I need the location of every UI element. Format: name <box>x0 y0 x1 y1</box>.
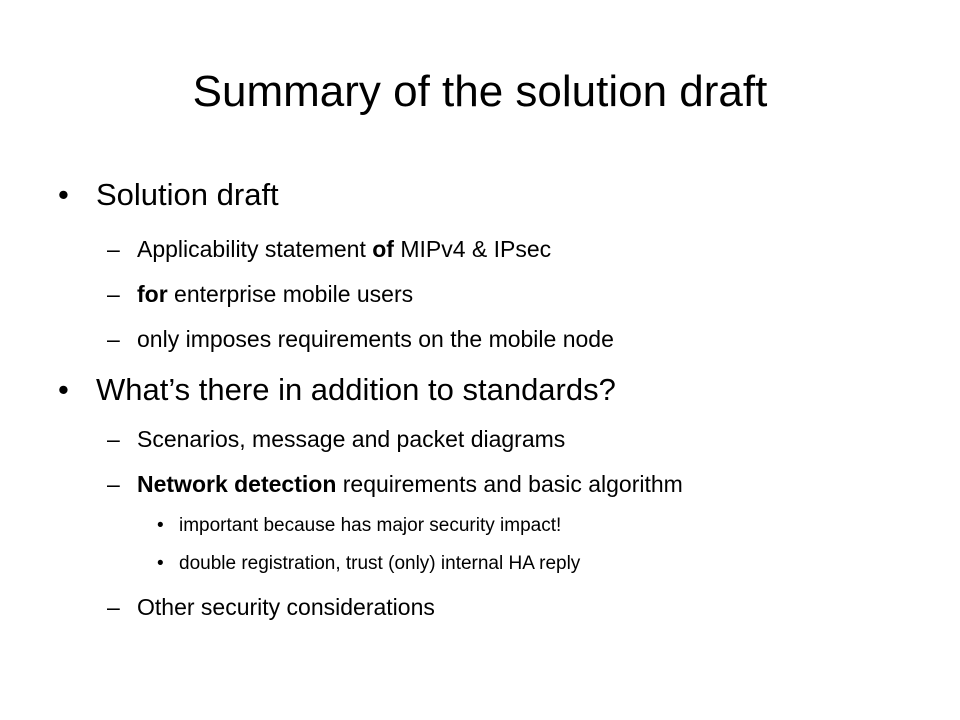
bullet-marker: • <box>157 553 164 574</box>
sub-bullet-text: only imposes requirements on the mobile node <box>137 326 614 352</box>
dash-marker: – <box>107 326 120 352</box>
dash-marker: – <box>107 236 120 262</box>
dash-marker: – <box>107 471 120 497</box>
sub-sub-bullet-text: double registration, trust (only) internal HA reply <box>179 553 581 574</box>
sub-bullet-text: Other security considerations <box>137 594 435 620</box>
dash-marker: – <box>107 426 120 452</box>
bullet-marker: • <box>58 177 69 212</box>
dash-marker: – <box>107 594 120 620</box>
bullet-text: What’s there in addition to standards? <box>96 372 616 407</box>
bullet-text: Solution draft <box>96 177 279 212</box>
sub-bullet-text: Network detection requirements and basic algorithm <box>137 471 683 497</box>
bullet-marker: • <box>157 515 164 536</box>
sub-bullet-text: for enterprise mobile users <box>137 281 414 307</box>
sub-sub-bullet-text: important because has major security impact! <box>179 515 562 536</box>
bullet-marker: • <box>58 372 69 407</box>
sub-bullet-text: Applicability statement of MIPv4 & IPsec <box>137 236 552 262</box>
slide-title: Summary of the solution draft <box>192 67 768 116</box>
sub-bullet-text: Scenarios, message and packet diagrams <box>137 426 566 452</box>
dash-marker: – <box>107 281 120 307</box>
